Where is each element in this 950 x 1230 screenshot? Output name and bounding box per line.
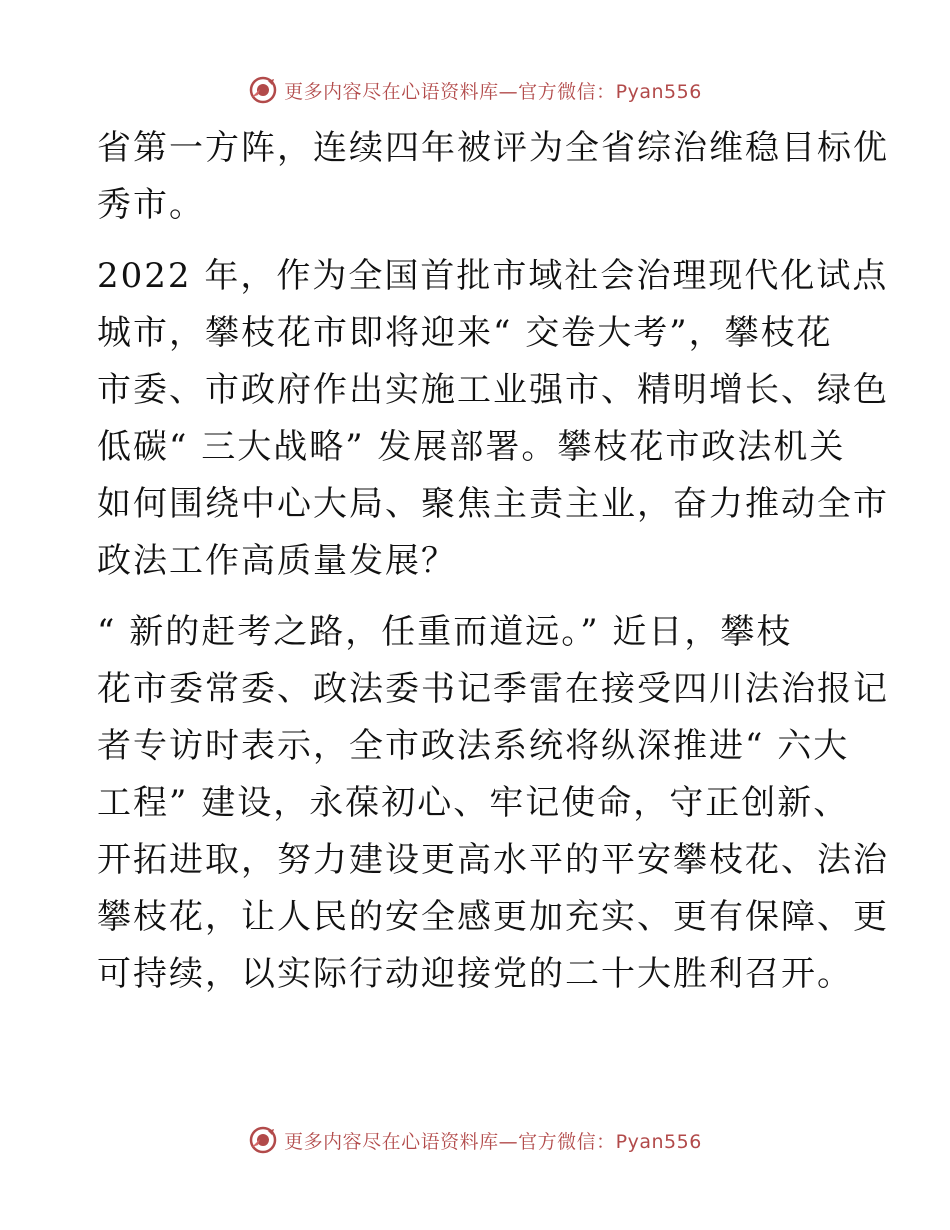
text-line: 城市，攀枝花市即将迎来“ 交卷大考”，攀枝花 <box>97 313 833 353</box>
text-line: 开拓进取，努力建设更高水平的平安攀枝花、法治 <box>97 840 889 880</box>
text-line: “ 新的赶考之路，任重而道远。” 近日，攀枝 <box>97 612 793 652</box>
text-line: 2022 年，作为全国首批市域社会治理现代化试点 <box>97 256 889 296</box>
text-line: 低碳“ 三大战略” 发展部署。攀枝花市政法机关 <box>97 427 846 467</box>
brand-logo-icon <box>248 75 278 105</box>
paragraph-1 <box>97 120 889 234</box>
document-body <box>97 120 889 1017</box>
text-line: 工程” 建设，永葆初心、牢记使命，守正创新、 <box>97 783 850 823</box>
text-line: 秀市。 <box>97 185 205 225</box>
paragraph-2 <box>97 248 889 590</box>
text-line: 省第一方阵，连续四年被评为全省综治维稳目标优 <box>97 128 889 168</box>
footer-banner-text: 更多内容尽在心语资料库—官方微信：Pyan556 <box>284 1130 702 1153</box>
paragraph-3 <box>97 604 889 1003</box>
text-line: 市委、市政府作出实施工业强市、精明增长、绿色 <box>97 370 889 410</box>
text-line: 者专访时表示，全市政法系统将纵深推进“ 六大 <box>97 726 850 766</box>
text-line: 政法工作高质量发展？ <box>97 541 457 581</box>
text-line: 花市委常委、政法委书记季雷在接受四川法治报记 <box>97 669 889 709</box>
text-line: 如何围绕中心大局、聚焦主责主业，奋力推动全市 <box>97 484 889 524</box>
text-line: 可持续，以实际行动迎接党的二十大胜利召开。 <box>97 954 853 994</box>
text-line: 攀枝花，让人民的安全感更加充实、更有保障、更 <box>97 897 889 937</box>
footer-banner <box>0 1120 950 1160</box>
header-banner <box>0 70 950 110</box>
brand-logo-icon <box>248 1125 278 1155</box>
header-banner-text: 更多内容尽在心语资料库—官方微信：Pyan556 <box>284 80 702 103</box>
